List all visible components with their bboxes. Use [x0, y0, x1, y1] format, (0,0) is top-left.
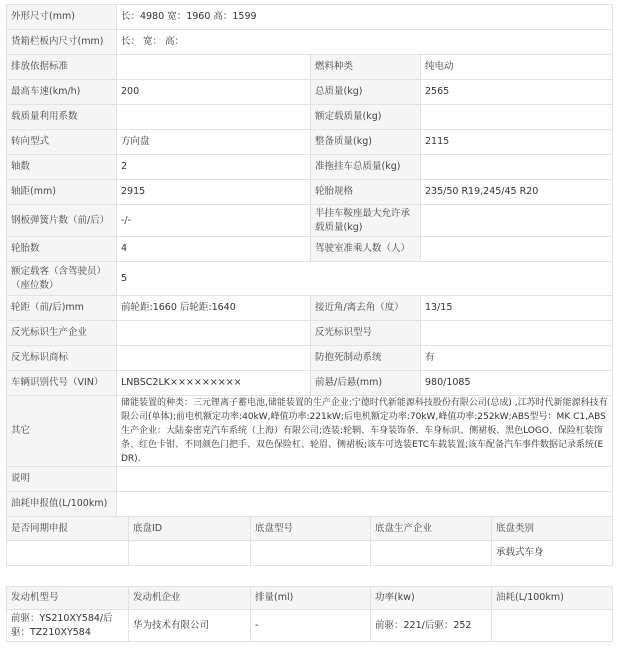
chassis-header: 底盘ID [129, 517, 251, 541]
load-util-value [117, 105, 311, 130]
overhang-label: 前悬/后悬(mm) [311, 371, 421, 396]
spec-row [7, 296, 613, 321]
chassis-table [6, 516, 613, 566]
overall-size-label: 外形尺寸(mm) [7, 5, 117, 30]
rated-passengers-label: 额定载客（含驾驶员）（座位数） [7, 262, 117, 296]
tire-spec-label: 轮胎规格 [311, 180, 421, 205]
overall-size-value: 长：4980 宽：1960 高：1599 [117, 5, 613, 30]
chassis-header: 底盘类别 [492, 517, 613, 541]
vin-value: LNBSC2LK××××××××× [117, 371, 311, 396]
tire-count-label: 轮胎数 [7, 237, 117, 262]
engine-cell [492, 610, 613, 642]
reflector-brand-value [117, 346, 311, 371]
engine-header: 发动机型号 [7, 587, 129, 610]
cab-passengers-label: 驾驶室准乘人数（人） [311, 237, 421, 262]
curb-mass-label: 整备质量(kg) [311, 130, 421, 155]
spec-row [7, 80, 613, 105]
spec-row-rated-passengers [7, 262, 613, 296]
spec-row [7, 371, 613, 396]
trailer-mass-label: 准拖挂车总质量(kg) [311, 155, 421, 180]
other-label: 其它 [7, 396, 117, 467]
spec-row [7, 155, 613, 180]
spec-row [7, 205, 613, 237]
engine-cell: 前驱：221/后驱：252 [371, 610, 492, 642]
track-label: 轮距（前/后)mm [7, 296, 117, 321]
notes-value [117, 467, 613, 492]
tire-count-value: 4 [117, 237, 311, 262]
total-mass-value: 2565 [421, 80, 613, 105]
max-speed-value: 200 [117, 80, 311, 105]
chassis-cell: 承载式车身 [492, 541, 613, 566]
reflector-model-label: 反光标识型号 [311, 321, 421, 346]
chassis-row [7, 541, 613, 566]
spec-row-overall-size [7, 5, 613, 30]
angles-value: 13/15 [421, 296, 613, 321]
load-util-label: 载质量利用系数 [7, 105, 117, 130]
reflector-maker-label: 反光标识生产企业 [7, 321, 117, 346]
chassis-cell [7, 541, 129, 566]
reflector-maker-value [117, 321, 311, 346]
chassis-header: 是否同期申报 [7, 517, 129, 541]
other-value: 储能装置的种类：三元锂离子蓄电池,储能装置的生产企业:宁德时代新能源科技股份有限公司(总成) ,江苏时代新能源科技有限公司(单体);前电机额定功率:40kW,峰值功率:221kW;后电机额定功率:70kW,峰值功率:252kW;ABS型号：MK C1,ABS生产企业：大陆泰密克汽车系统（上海）有限公司;选装:轮辋、车身装饰条、车身标识、侧裙板、黑色LOGO、保险杠装饰条、红色卡钳、不同颜色门把手、双色保险杠、轮眉、侧裙板;该车可选装ETC车载装置;该车配备汽车事件数据记录系统(EDR). [117, 396, 613, 467]
spec-row [7, 180, 613, 205]
wheelbase-value: 2915 [117, 180, 311, 205]
engine-header: 排量(ml) [251, 587, 371, 610]
rated-load-label: 额定载质量(kg) [311, 105, 421, 130]
chassis-header: 底盘型号 [251, 517, 371, 541]
spec-row [7, 105, 613, 130]
reflector-model-value [421, 321, 613, 346]
rated-load-value [421, 105, 613, 130]
chassis-header-row [7, 517, 613, 541]
spec-row-other [7, 396, 613, 467]
engine-header: 发动机企业 [129, 587, 251, 610]
engine-header-row [7, 587, 613, 610]
cab-passengers-value [421, 237, 613, 262]
trailer-mass-value [421, 155, 613, 180]
abs-value: 有 [421, 346, 613, 371]
leaf-springs-label: 钢板弹簧片数（前/后） [7, 205, 117, 237]
wheelbase-label: 轴距(mm) [7, 180, 117, 205]
cargo-box-size-value: 长： 宽： 高： [117, 30, 613, 55]
emission-std-value [117, 55, 311, 80]
emission-std-label: 排放依据标准 [7, 55, 117, 80]
fuel-type-label: 燃料种类 [311, 55, 421, 80]
spec-row-fuel-consumption [7, 492, 613, 517]
engine-cell: 前驱：YS210XY584/后驱：TZ210XY584 [7, 610, 129, 642]
engine-cell: 华为技术有限公司 [129, 610, 251, 642]
leaf-springs-value: -/- [117, 205, 311, 237]
spec-row-cargo-box [7, 30, 613, 55]
engine-header: 功率(kw) [371, 587, 492, 610]
track-value: 前轮距:1660 后轮距:1640 [117, 296, 311, 321]
notes-label: 说明 [7, 467, 117, 492]
angles-label: 接近角/离去角（度） [311, 296, 421, 321]
curb-mass-value: 2115 [421, 130, 613, 155]
chassis-cell [129, 541, 251, 566]
overhang-value: 980/1085 [421, 371, 613, 396]
abs-label: 防抱死制动系统 [311, 346, 421, 371]
spec-row [7, 55, 613, 80]
steering-value: 方向盘 [117, 130, 311, 155]
chassis-cell [251, 541, 371, 566]
axles-value: 2 [117, 155, 311, 180]
engine-row [7, 610, 613, 642]
engine-table [6, 586, 613, 642]
engine-header: 油耗(L/100km) [492, 587, 613, 610]
fuel-consumption-value [117, 492, 613, 517]
vehicle-spec-table [6, 4, 613, 517]
saddle-load-label: 半挂车鞍座最大允许承载质量(kg) [311, 205, 421, 237]
steering-label: 转向型式 [7, 130, 117, 155]
spec-row [7, 237, 613, 262]
spec-row [7, 321, 613, 346]
total-mass-label: 总质量(kg) [311, 80, 421, 105]
spec-row [7, 130, 613, 155]
tire-spec-value: 235/50 R19,245/45 R20 [421, 180, 613, 205]
chassis-cell [371, 541, 492, 566]
engine-cell: - [251, 610, 371, 642]
reflector-brand-label: 反光标识商标 [7, 346, 117, 371]
rated-passengers-value: 5 [117, 262, 613, 296]
fuel-consumption-label: 油耗申报值(L/100km) [7, 492, 117, 517]
cargo-box-size-label: 货箱栏板内尺寸(mm) [7, 30, 117, 55]
saddle-load-value [421, 205, 613, 237]
spec-row-notes [7, 467, 613, 492]
vin-label: 车辆识别代号（VIN） [7, 371, 117, 396]
max-speed-label: 最高车速(km/h) [7, 80, 117, 105]
axles-label: 轴数 [7, 155, 117, 180]
fuel-type-value: 纯电动 [421, 55, 613, 80]
spec-row [7, 346, 613, 371]
chassis-header: 底盘生产企业 [371, 517, 492, 541]
